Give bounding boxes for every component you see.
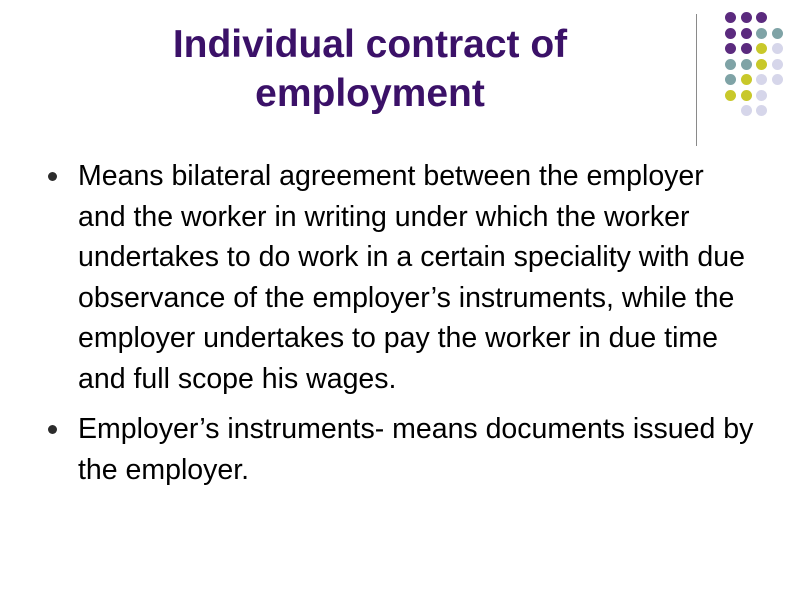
decor-dot bbox=[772, 74, 783, 85]
decor-dot bbox=[741, 90, 752, 101]
bullet-icon bbox=[48, 172, 57, 181]
decor-dot bbox=[756, 12, 767, 23]
bullet-text: Means bilateral agreement between the employer and the worker in writing under which the worker undertakes to do work in a certain speciality with due observance of the employer’s instruments, while the employer undertakes to pay the worker in due time and full scope his wages. bbox=[78, 160, 745, 395]
bullet-item bbox=[48, 156, 758, 399]
decor-dot bbox=[756, 43, 767, 54]
decor-dot bbox=[756, 28, 767, 39]
bullet-text: Employer’s instruments- means documents issued by the employer. bbox=[78, 413, 754, 486]
decor-dot bbox=[725, 74, 736, 85]
decor-dot bbox=[725, 90, 736, 101]
decor-dot bbox=[756, 74, 767, 85]
decor-dot bbox=[741, 43, 752, 54]
decor-dot bbox=[756, 105, 767, 116]
decor-dot bbox=[756, 90, 767, 101]
decor-dot bbox=[725, 28, 736, 39]
decor-dot bbox=[741, 105, 752, 116]
decor-dot bbox=[725, 12, 736, 23]
decor-dot bbox=[772, 59, 783, 70]
decor-dot bbox=[756, 59, 767, 70]
decor-dot bbox=[741, 74, 752, 85]
decor-dot bbox=[725, 59, 736, 70]
decor-dot bbox=[741, 59, 752, 70]
decor-dot bbox=[741, 12, 752, 23]
title-divider bbox=[696, 14, 697, 146]
dot-grid-decoration bbox=[705, 10, 795, 130]
bullet-icon bbox=[48, 425, 57, 434]
slide-title: Individual contract of employment bbox=[172, 23, 568, 115]
decor-dot bbox=[741, 28, 752, 39]
bullet-item bbox=[48, 409, 758, 490]
decor-dot bbox=[725, 43, 736, 54]
decor-dot bbox=[772, 43, 783, 54]
bullet-list bbox=[48, 156, 758, 500]
decor-dot bbox=[772, 28, 783, 39]
